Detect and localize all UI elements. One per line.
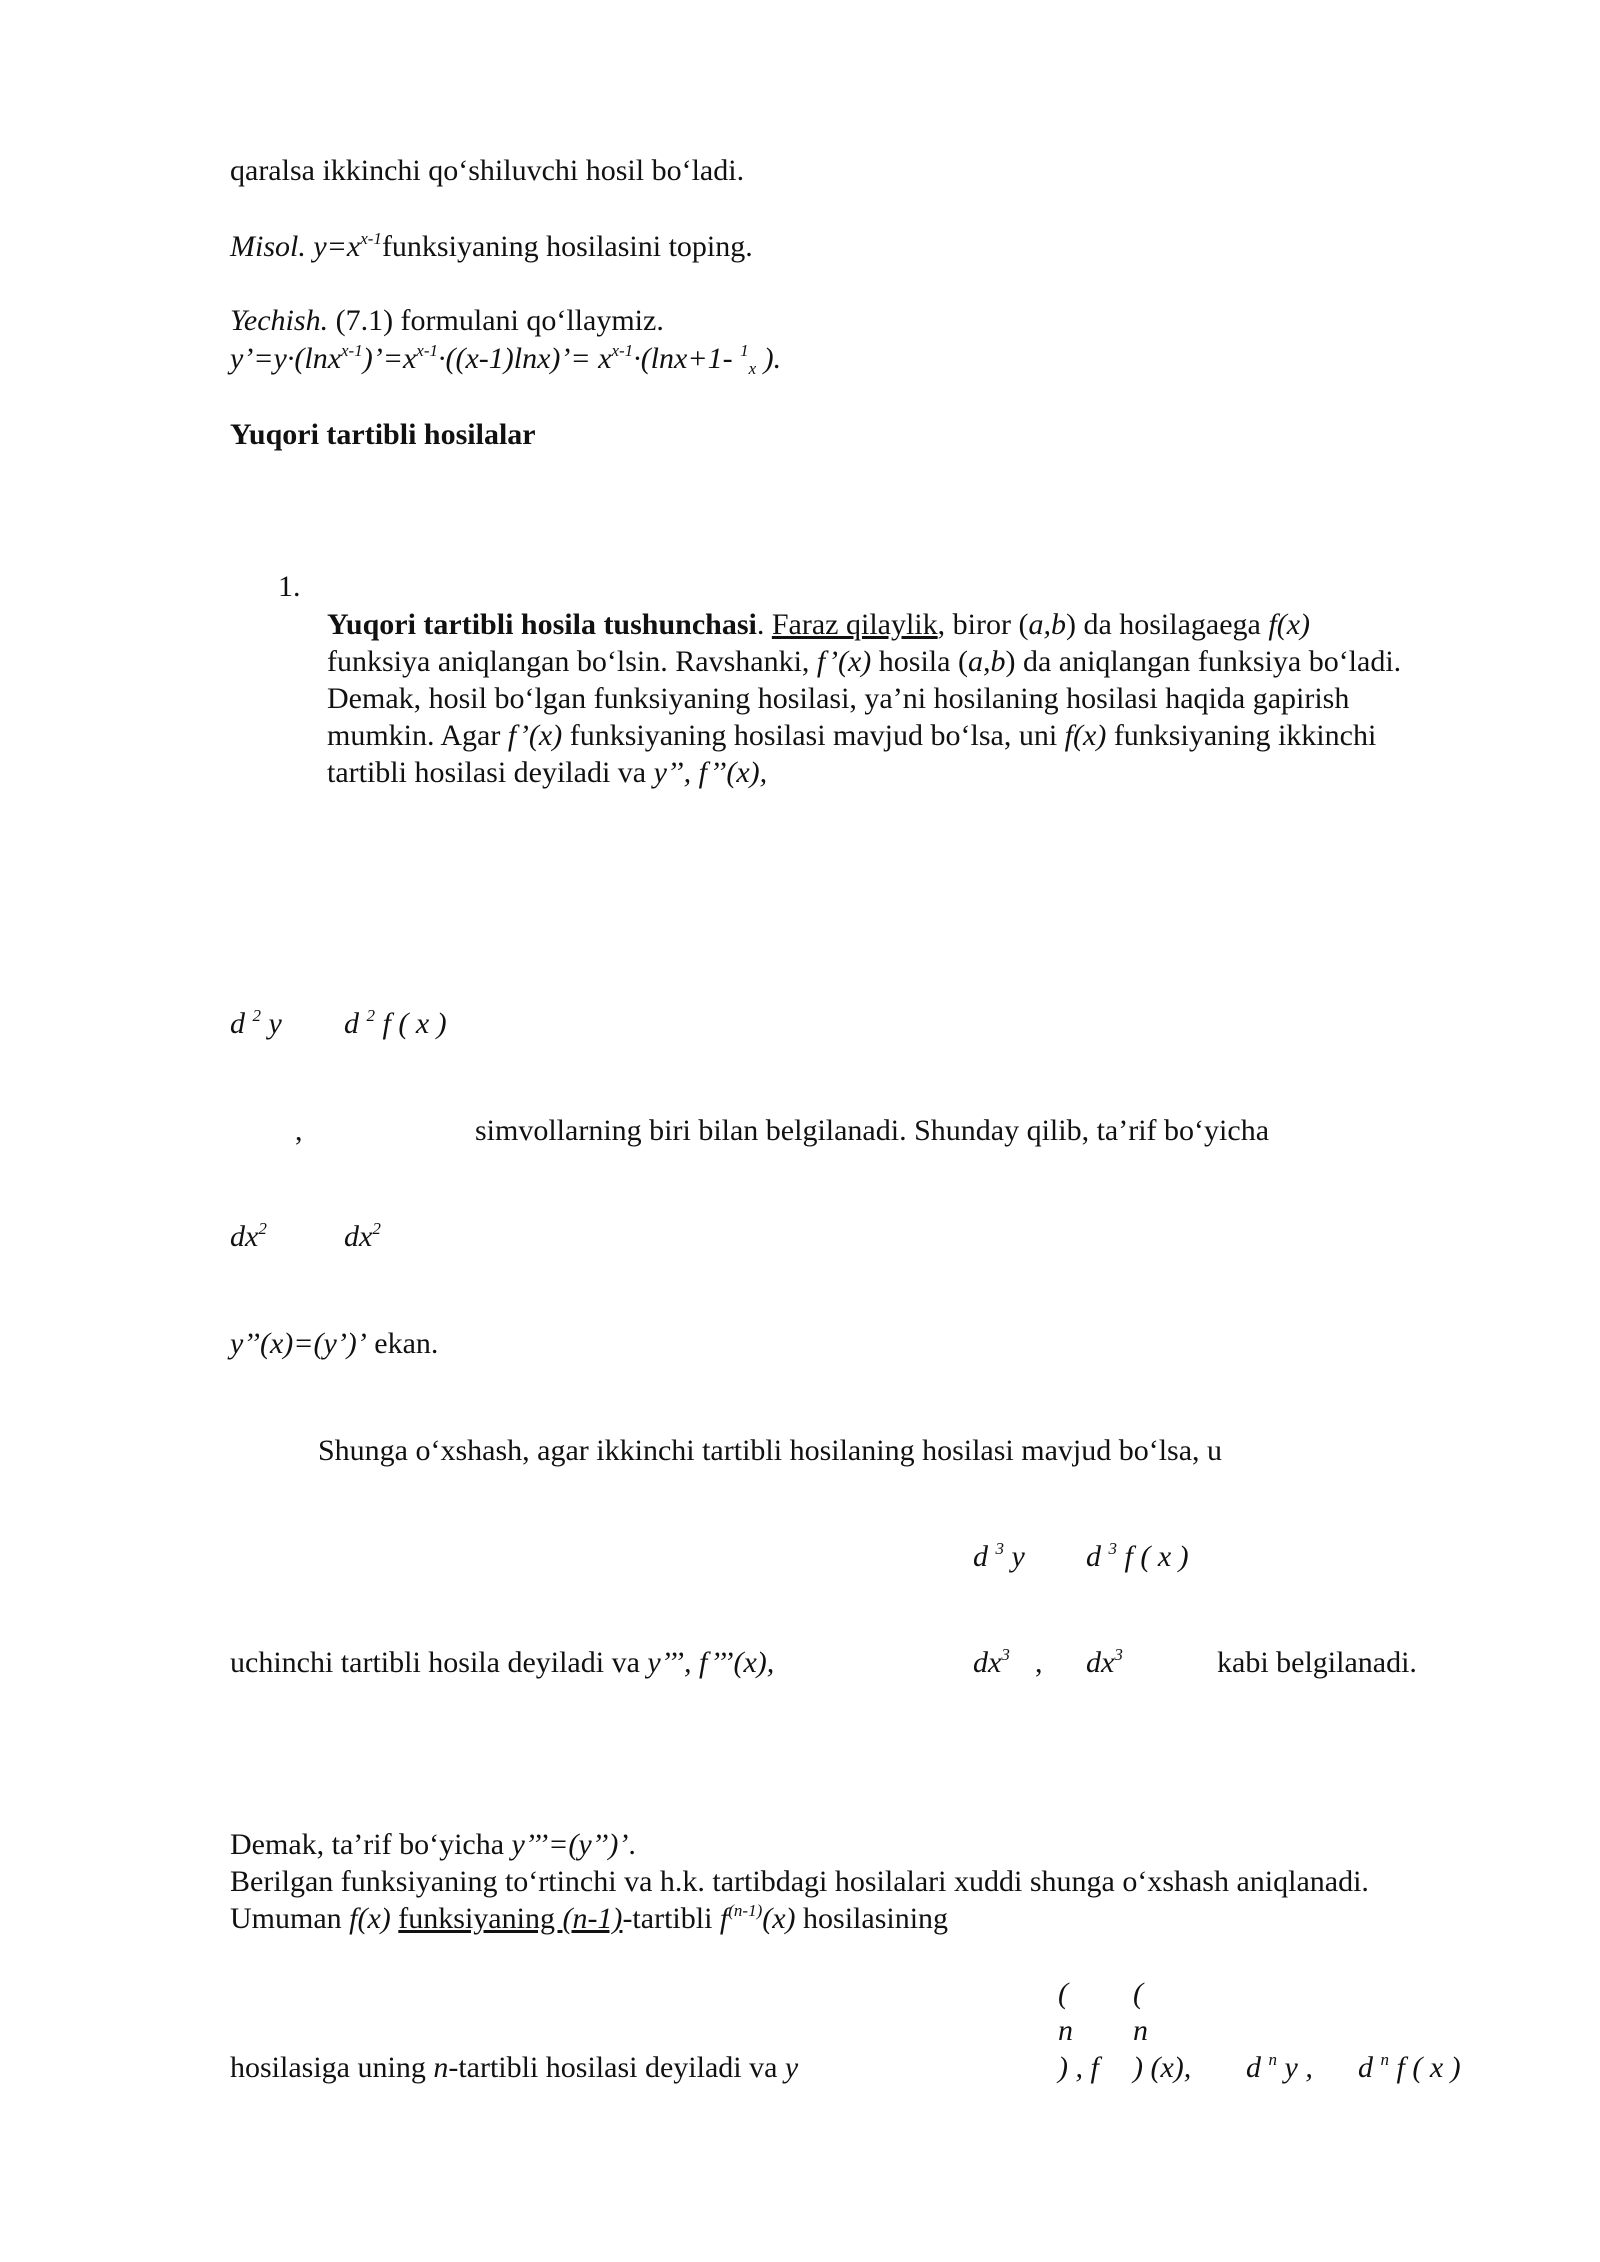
text: tartibli hosilasi deyiladi va [327, 756, 654, 789]
term-definition: Yuqori tartibli hosila tushunchasi [327, 608, 757, 641]
math-fx: f(x) [1268, 608, 1311, 641]
math-exponent: 3 [1108, 1539, 1117, 1558]
kabi-text: kabi belgilanadi. [1217, 1646, 1417, 1679]
underlined-text: Faraz qilaylik [771, 608, 938, 641]
math-exponent: n [1268, 2050, 1277, 2069]
math-fx: f(x) [349, 1902, 391, 1935]
math-exponent: 3 [1114, 1645, 1123, 1664]
frac2-numerator-2 [344, 1005, 447, 1042]
interval: a,b [1028, 608, 1066, 641]
list-para-line-1 [327, 606, 1310, 643]
text: Demak, ta’rif bo‘yicha [230, 1828, 512, 1861]
math-symbols: y’’, f’’(x), [653, 756, 768, 789]
math-d: d [344, 1007, 359, 1040]
math-exponent: 2 [372, 1219, 381, 1238]
math-y: y [1011, 1540, 1025, 1573]
list-para-line-4 [327, 717, 1376, 754]
math-f: f [719, 1902, 729, 1935]
math-fpx: f’(x) [816, 645, 872, 678]
section-heading: Yuqori tartibli hosilalar [230, 418, 536, 451]
formula-exponent: x-1 [611, 341, 634, 360]
math-y: y [268, 1007, 282, 1040]
frac3-numerator-2 [1086, 1538, 1189, 1575]
formula-part: ·(lnx+1- [633, 342, 741, 375]
math-f: f ( x ) [382, 1007, 447, 1040]
math-exponent: n [1380, 2050, 1389, 2069]
list-para-line-5 [327, 754, 767, 791]
example-line [230, 228, 753, 265]
frac2-text: simvollarning biri bilan belgilanadi. Shunday qilib, ta’rif bo‘yicha [475, 1114, 1270, 1147]
nth-dnf [1358, 2049, 1461, 2086]
text: hosila ( [871, 645, 968, 678]
formula-part: y’=y·(lnx [230, 342, 342, 375]
text: ) da hosilagaega [1065, 608, 1269, 641]
formula-part: ). [756, 342, 782, 375]
nth-close-1: ) , f [1058, 2051, 1099, 2084]
text: hosilasining [795, 1902, 949, 1935]
math-d: d [1358, 2051, 1381, 2084]
text: funksiya aniqlangan bo‘lsin. Ravshanki, [327, 645, 817, 678]
math-dx: dx [230, 1220, 259, 1253]
text: ekan. [366, 1327, 439, 1360]
text: , biror ( [937, 608, 1029, 641]
math-arg: (x) [762, 1902, 796, 1935]
text: hosilasiga uning [230, 2051, 434, 2084]
nth-paren-open-1: ( [1058, 1977, 1068, 2010]
math-y: y , [1277, 2051, 1313, 2084]
text: -tartibli hosilasi deyiladi va [448, 2051, 785, 2084]
text: funksiyaning ikkinchi [1106, 719, 1377, 752]
math-fx: f(x) [1064, 719, 1107, 752]
text: . [628, 1828, 636, 1861]
math-f: f ( x ) [1389, 2051, 1461, 2084]
math-exponent: 2 [258, 1219, 267, 1238]
math-exponent: 3 [995, 1539, 1004, 1558]
frac2-numerator-1 [230, 1005, 282, 1042]
interval: a,b [967, 645, 1006, 678]
demak-line [230, 1826, 636, 1863]
text: -tartibli [622, 1902, 720, 1935]
math-dx: dx [344, 1220, 373, 1253]
fraction-denominator: x [748, 359, 757, 378]
nth-paren-open-2: ( [1133, 1977, 1143, 2010]
list-para-line-2 [327, 643, 1401, 680]
formula-part: )’=x [362, 342, 417, 375]
berilgan-line: Berilgan funksiyaning to‘rtinchi va h.k. tartibdagi hosilalari xuddi shunga o‘xshash aniqlanadi. [230, 1865, 1369, 1898]
formula-exponent: x-1 [416, 341, 438, 360]
math-exponent: 3 [1001, 1645, 1010, 1664]
math-exponent: 2 [366, 1006, 375, 1025]
nth-order-1: n [1058, 2014, 1073, 2047]
nth-close-2: ) (x), [1133, 2051, 1192, 2084]
math-exponent: (n-1) [728, 1901, 763, 1920]
math-f: f ( x ) [1124, 1540, 1189, 1573]
frac3-denominator-2 [1086, 1644, 1123, 1681]
umuman-line [230, 1900, 948, 1937]
paragraph-shunga: Shunga o‘xshash, agar ikkinchi tartibli hosilaning hosilasi mavjud bo‘lsa, u [318, 1434, 1223, 1467]
math-symbols: y’’’, f’’’(x), [647, 1646, 775, 1679]
text: uchinchi tartibli hosila deyiladi va [230, 1646, 648, 1679]
formula-part: ·((x-1)lnx)’= x [438, 342, 612, 375]
math-order: (n-1) [562, 1902, 623, 1935]
list-number: 1. [278, 570, 301, 603]
frac3-numerator-1 [973, 1538, 1025, 1575]
math-d: d [973, 1540, 988, 1573]
second-derivative-definition [230, 1325, 438, 1362]
nth-order-2: n [1133, 2014, 1148, 2047]
math-d: d [230, 1007, 245, 1040]
text: mumkin. Agar [327, 719, 508, 752]
example-equation: y=x [305, 230, 361, 263]
solution-label: Yechish. [230, 304, 329, 337]
math-y: y [784, 2051, 799, 2084]
paragraph-continuation: qaralsa ikkinchi qo‘shiluvchi hosil bo‘ladi. [230, 154, 745, 187]
last-line-text [230, 2049, 798, 2086]
nth-dny [1246, 2049, 1313, 2086]
frac2-comma: , [295, 1114, 303, 1147]
solution-text: (7.1) formulani qo‘llaymiz. [328, 304, 664, 337]
example-exponent: x-1 [360, 229, 382, 248]
math-symbols: y’’’=(y’’)’ [511, 1828, 629, 1861]
third-derivative-line [230, 1644, 774, 1681]
math-d: d [1246, 2051, 1269, 2084]
math-d: d [1086, 1540, 1101, 1573]
frac2-denominator-1 [230, 1218, 267, 1255]
fraction-numerator: 1 [740, 341, 749, 360]
math-exponent: 2 [252, 1006, 261, 1025]
math-n: n [433, 2051, 449, 2084]
frac2-denominator-2 [344, 1218, 381, 1255]
frac3-comma: , [1035, 1646, 1043, 1679]
formula-exponent: x-1 [341, 341, 363, 360]
example-label: Misol. [230, 230, 306, 263]
example-text: funksiyaning hosilasini toping. [381, 230, 753, 263]
text: funksiyaning hosilasi mavjud bo‘lsa, uni [562, 719, 1065, 752]
text: ) da aniqlangan funksiya bo‘ladi. [1005, 645, 1402, 678]
solution-line [230, 302, 664, 339]
text: Umuman [230, 1902, 350, 1935]
text: . [756, 608, 772, 641]
underlined-text: funksiyaning [398, 1902, 563, 1935]
frac3-denominator-1 [973, 1644, 1010, 1681]
solution-formula [230, 340, 781, 377]
math-fpx: f’(x) [507, 719, 563, 752]
math-dx: dx [973, 1646, 1002, 1679]
math-ydd: y’’(x)=(y’)’ [230, 1327, 367, 1360]
list-para-line-3: Demak, hosil bo‘lgan funksiyaning hosilasi, ya’ni hosilaning hosilasi haqida gapirish [327, 682, 1350, 715]
math-dx: dx [1086, 1646, 1115, 1679]
